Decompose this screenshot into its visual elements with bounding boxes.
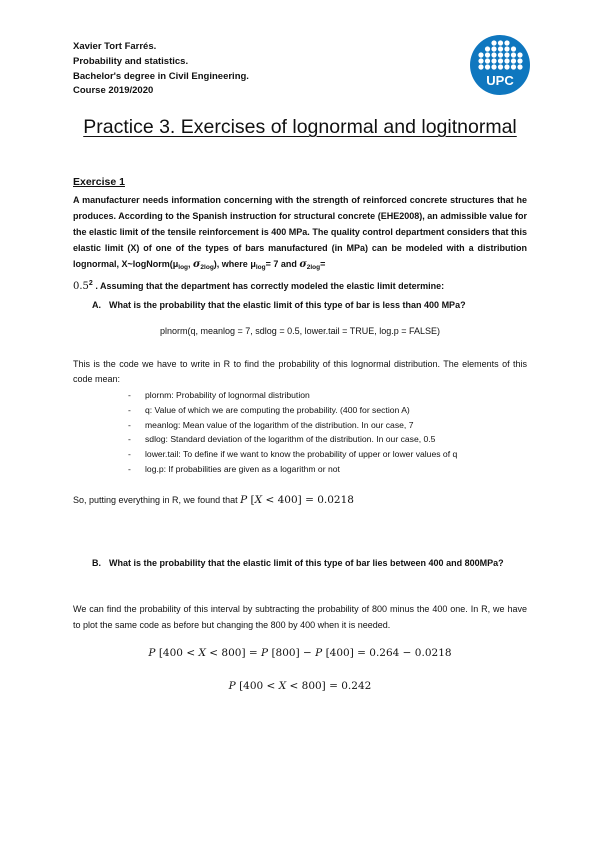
list-item: - log.p: If probabilities are given as a logarithm or not [128,463,340,474]
list-item: - q: Value of which we are computing the probability. (400 for section A) [128,404,410,415]
upc-logo [469,34,531,96]
question-a [0,297,600,313]
author: Xavier Tort Farrés. [73,41,157,52]
list-item: - lower.tail: To define if we want to know the probability of upper or lower values of q [128,449,458,460]
question-b-text: What is the probability that the elastic limit of this type of bar lies between 400 and 800MPa? [109,558,504,568]
code-explanation: This is the code we have to write in R to find the probability of this lognormal distribution. The elements of this code mean: [73,359,527,384]
subject: Probability and statistics. [73,55,189,67]
code-elements-list [128,388,458,477]
upc-logo-text: UPC [486,73,514,88]
course: Course 2019/2020 [73,85,154,97]
document-header [73,40,249,99]
r-code-line: plnorm(q, meanlog = 7, sdlog = 0.5, lower.tail = TRUE, log.p = FALSE) [160,326,440,336]
result-a: So, putting everything in R, we found that P [X < 400] = 0.0218 [73,494,354,506]
question-b-letter: B. [92,558,101,568]
question-b [0,555,600,587]
page-title: Practice 3. Exercises of lognormal and logitnormal [83,116,517,138]
question-a-letter: A. [92,300,101,310]
equation-2: P [400 < X < 800] = 0.242 [228,680,372,692]
degree: Bachelor's degree in Civil Engineering. [73,70,249,82]
exercise-intro: A manufacturer needs information concerning with the strength of reinforced concrete structures that he produces. According to the Spanish instruction for structural concrete (EHE2008), an admissible value for the elastic limit of the tensile reinforcement is 400 MPa. The quality control department considers that this elastic limit (X) of one of the types of bars manufactured (in MPa) can be modeled with a distribution lognormal, $X\sim logNorm(\mu_{log}$, $\sigma_{2log}$), where $\mu_{log}= 7$ and $\sigma_{2log}=$ $0.5^2$ . Assuming that the department has correctly modeled the elastic limit determine: [73,195,527,292]
question-a-text: What is the probability that the elastic limit of this type of bar is less than 400 MPa? [109,300,466,310]
interval-explanation: We can find the probability of this interval by subtracting the probability of 800 minus the 400 one. In R, we have to plot the same code as before but changing the 800 by 400 when it is needed. [73,604,527,630]
list-item: - plornm: Probability of lognormal distribution [128,390,310,400]
exercise-title: Exercise 1 [73,176,125,188]
list-item: - meanlog: Mean value of the logarithm of the distribution. In our case, 7 [128,419,414,430]
list-item: - sdlog: Standard deviation of the logarithm of the distribution. In our case, 0.5 [128,434,436,445]
equation-1: P [400 < X < 800] = P [800] − P [400] = 0.264 − 0.0218 [148,647,452,659]
